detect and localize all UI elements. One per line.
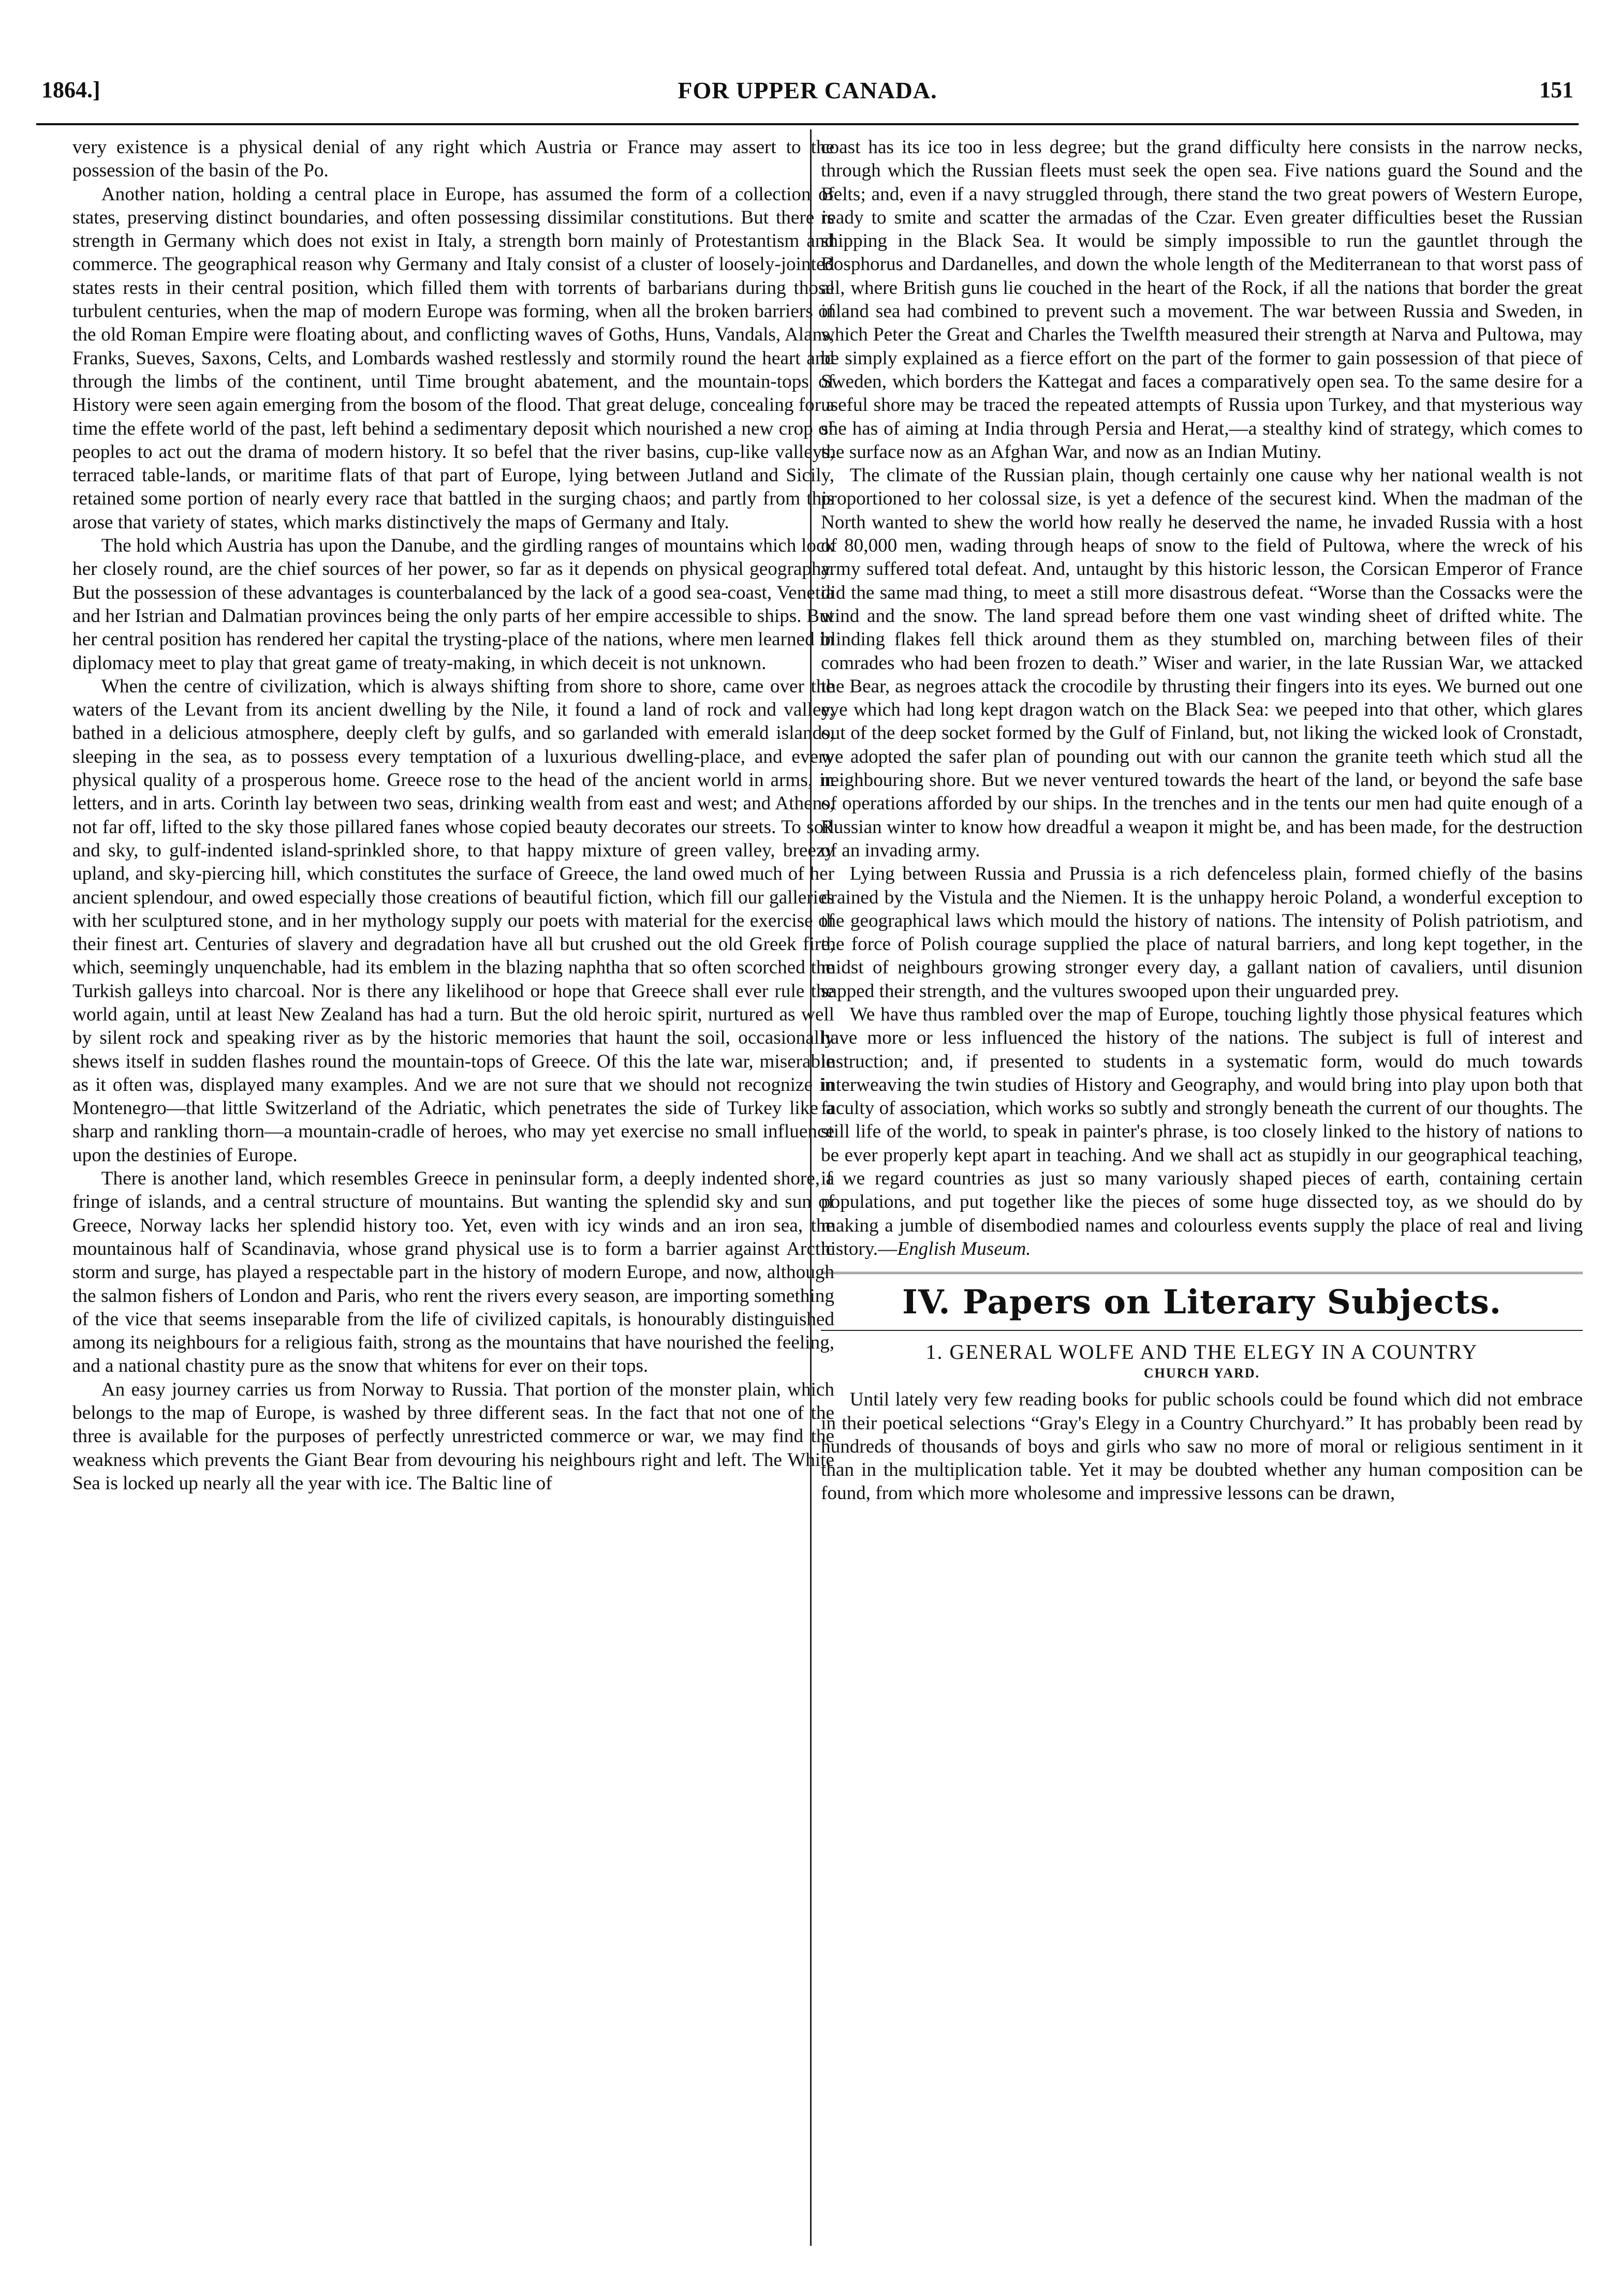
column-divider bbox=[810, 129, 812, 2246]
header-rule bbox=[36, 123, 1579, 125]
paragraph-with-attribution bbox=[821, 1003, 1583, 1261]
header-year: 1864.] bbox=[41, 77, 100, 102]
paragraph: very existence is a physical denial of any right which Austria or France may assert to the possession of the basin of the Po. bbox=[72, 137, 834, 182]
paragraph: We have thus rambled over the map of Europe, touching lightly those physical features which have more or less influenced the history of the nations. The subject is full of interest and instruction; and, if presented to students in a systematic form, would do much towards interweaving the twin studies of History and Geography, and would bring into play upon both that faculty of association, which works so subtly and strongly beneath the current of our thoughts. The still life of the world, to speak in painter's phrase, is too closely linked to the history of nations to be ever properly kept apart in teaching. And we shall act as stupidly in our geographical teaching, if we regard countries as just so many variously shaped pieces of earth, containing certain populations, and put together like the pieces of some huge dissected toy, as we should do by making a jumble of disembodied names and colourless events supply the place of real and living history.— bbox=[821, 1003, 1583, 1260]
section-heading: IV. Papers on Literary Subjects. bbox=[902, 1283, 1502, 1322]
paragraph: Lying between Russia and Prussia is a rich defenceless plain, formed chiefly of the basins drained by the Vistula and the Niemen. It is the unhappy heroic Poland, a wonderful exception to the geographical laws which mould the history of nations. The intensity of Polish patriotism, and the force of Polish courage supplied the place of natural barriers, and long kept together, in the midst of neighbours growing stronger every day, a gallant nation of cavaliers, until disunion sapped their strength, and the vultures swooped upon their unguarded prey. bbox=[821, 863, 1583, 1002]
running-header bbox=[36, 77, 1579, 118]
page-number: 151 bbox=[1539, 77, 1573, 102]
left-column bbox=[72, 136, 834, 1495]
paragraph: An easy journey carries us from Norway to Russia. That portion of the monster plain, which belongs to the map of Europe, is washed by three different seas. In the fact that not one of the three is available for the purposes of perfectly unrestricted commerce or war, we may find the weakness which prevents the Giant Bear from devouring his neighbours right and left. The White Sea is locked up nearly all the year with ice. The Baltic line of bbox=[72, 1379, 834, 1494]
paragraph: When the centre of civilization, which is always shifting from shore to shore, came over the waters of the Levant from its ancient dwelling by the Nile, it found a land of rock and valley, bathed in a delicious atmosphere, deeply cleft by gulfs, and so garlanded with emerald islands, sleeping in the sea, as to possess every temptation of a luxurious dwelling-place, and every physical quality of a prosperous home. Greece rose to the head of the ancient world in arms, in letters, and in arts. Corinth lay between two seas, drinking wealth from east and west; and Athens, not far off, lifted to the sky those pillared fanes whose copied beauty decorates our streets. To soil and sky, to gulf-indented island-sprinkled shore, to that happy mixture of green valley, breezy upland, and sky-piercing hill, which constitutes the surface of Greece, the land owed much of her ancient splendour, and owed especially those creations of beautiful fiction, which fill our galleries with her sculptured stone, and in her mythology supply our poets with material for the exercise of their finest art. Centuries of slavery and degradation have all but crushed out the old Greek fire, which, seemingly unquenchable, had its emblem in the blazing naphtha that so often scorched the Turkish galleys into charcoal. Nor is there any likelihood or hope that Greece shall ever rule the world again, until at least New Zealand has had a turn. But the old heroic spirit, nurtured as well by silent rock and speaking river as by the historic memories that haunt the soil, occasionally shews itself in sudden flashes round the mountain-tops of Greece. Of this the late war, miserable as it often was, displayed many examples. And we are not sure that we should not recognize in Montenegro—that little Switzerland of the Adriatic, which penetrates the side of Turkey like a sharp and rankling thorn—a mountain-cradle of heroes, who may yet exercise no small influence upon the destinies of Europe. bbox=[72, 675, 834, 1166]
paragraph: Until lately very few reading books for public schools could be found which did not embrace in their poetical selections “Gray's Elegy in a Country Churchyard.” It has probably been read by hundreds of thousands of boys and girls who saw no more of moral or religious sentiment in it than in the multiplication table. Yet it may be doubted whether any human composition can be found, from which more wholesome and impressive lessons can be drawn, bbox=[821, 1389, 1583, 1504]
right-column bbox=[821, 136, 1583, 1505]
section-divider bbox=[821, 1272, 1583, 1274]
attribution: English Museum. bbox=[897, 1238, 1031, 1260]
article-title: 1. GENERAL WOLFE AND THE ELEGY IN A COUNTRY bbox=[925, 1340, 1478, 1364]
paragraph: There is another land, which resembles Greece in peninsular form, a deeply indented shore, a fringe of islands, and a central structure of mountains. But wanting the splendid sky and sun of Greece, Norway lacks her splendid history too. Yet, even with icy winds and an iron sea, the mountainous half of Scandinavia, whose grand physical use is to form a barrier against Arctic storm and surge, has played a respectable part in the history of modern Europe, and now, although the salmon fishers of London and Paris, who rent the rivers every season, are importing something of the vice that seems inseparable from the life of civilized capitals, is honourably distinguished among its neighbours for a religious faith, strong as the mountains that have nourished the feeling, and a national chastity pure as the snow that whitens for ever on their tops. bbox=[72, 1168, 834, 1377]
header-title: FOR UPPER CANADA. bbox=[678, 77, 937, 103]
paragraph: coast has its ice too in less degree; but the grand difficulty here consists in the narrow necks, through which the Russian fleets must seek the open sea. Five nations guard the Sound and the Belts; and, even if a navy struggled through, there stand the two great powers of Western Europe, ready to smite and scatter the armadas of the Czar. Even greater difficulties beset the Russian shipping in the Black Sea. It would be simply impossible to run the gauntlet through the Bosphorus and Dardanelles, and down the whole length of the Mediterranean to that worst pass of all, where British guns lie couched in the heart of the Rock, if all the nations that border the great inland sea had combined to prevent such a movement. The war between Russia and Sweden, in which Peter the Great and Charles the Twelfth measured their strength at Narva and Pultowa, may be simply explained as a fierce effort on the part of the former to gain possession of that piece of Sweden, which borders the Kattegat and faces a comparatively open sea. To the same desire for a useful shore may be traced the repeated attempts of Russia upon Turkey, and that mysterious way she has of aiming at India through Persia and Herat,—a stealthy kind of strategy, which comes to the surface now as an Afghan War, and now as an Indian Mutiny. bbox=[821, 137, 1583, 463]
paragraph: Another nation, holding a central place in Europe, has assumed the form of a collection of states, preserving distinct boundaries, and often possessing dissimilar constitutions. But there is strength in Germany which does not exist in Italy, a strength born mainly of Protestantism and commerce. The geographical reason why Germany and Italy consist of a cluster of loosely-jointed states rests in their central position, which filled them with torrents of barbarians during those turbulent centuries, when the map of modern Europe was forming, when all the broken barriers of the old Roman Empire were floating about, and conflicting waves of Goths, Huns, Vandals, Alans, Franks, Sueves, Saxons, Celts, and Lombards washed restlessly and stormily round the heart and through the limbs of the continent, until Time brought abatement, and the mountain-tops of History were seen again emerging from the bosom of the flood. That great deluge, concealing for a time the effete world of the past, left behind a sedimentary deposit which nourished a new crop of peoples to act out the drama of modern history. It so befel that the river basins, cup-like valleys, terraced table-lands, or maritime flats of that part of Europe, lying between Jutland and Sicily, retained some portion of nearly every race that battled in the surging chaos; and partly from this arose that variety of states, which marks distinctively the maps of Germany and Italy. bbox=[72, 183, 834, 533]
section-rule bbox=[821, 1330, 1583, 1331]
paragraph: The climate of the Russian plain, though certainly one cause why her national wealth is not proportioned to her colossal size, is yet a defence of the securest kind. When the madman of the North wanted to shew the world how really he deserved the name, he invaded Russia with a host of 80,000 men, wading through heaps of snow to the field of Pultowa, where the wreck of his army suffered total defeat. And, untaught by this historic lesson, the Corsican Emperor of France did the same mad thing, to meet a still more disastrous defeat. “Worse than the Cossacks were the wind and the snow. The land spread before them one vast winding sheet of drifted white. The blinding flakes fell thick around them as they stumbled on, marching between files of their comrades who had been frozen to death.” Wiser and warier, in the late Russian War, we attacked the Bear, as negroes attack the crocodile by thrusting their fingers into its eyes. We burned out one eye which had long kept dragon watch on the Black Sea: we peeped into that other, which glares out of the deep socket formed by the Gulf of Finland, but, not liking the wicked look of Cronstadt, we adopted the safer plan of pounding out with our cannon the granite teeth which stud all the neighbouring shore. But we never ventured towards the heart of the land, or beyond the safe base of operations afforded by our ships. In the trenches and in the tents our men had quite enough of a Russian winter to know how dreadful a weapon it might be, and has been made, for the destruction of an invading army. bbox=[821, 465, 1583, 861]
article-subtitle: CHURCH YARD. bbox=[1143, 1366, 1260, 1381]
paragraph: The hold which Austria has upon the Danube, and the girdling ranges of mountains which lock her closely round, are the chief sources of her power, so far as it depends on physical geography. But the possession of these advantages is counterbalanced by the lack of a good sea-coast, Venetia and her Istrian and Dalmatian provinces being the only parts of her empire accessible to ships. But her central position has rendered her capital the trysting-place of the nations, where men learned in diplomacy meet to play that great game of treaty-making, in which deceit is not unknown. bbox=[72, 535, 834, 674]
